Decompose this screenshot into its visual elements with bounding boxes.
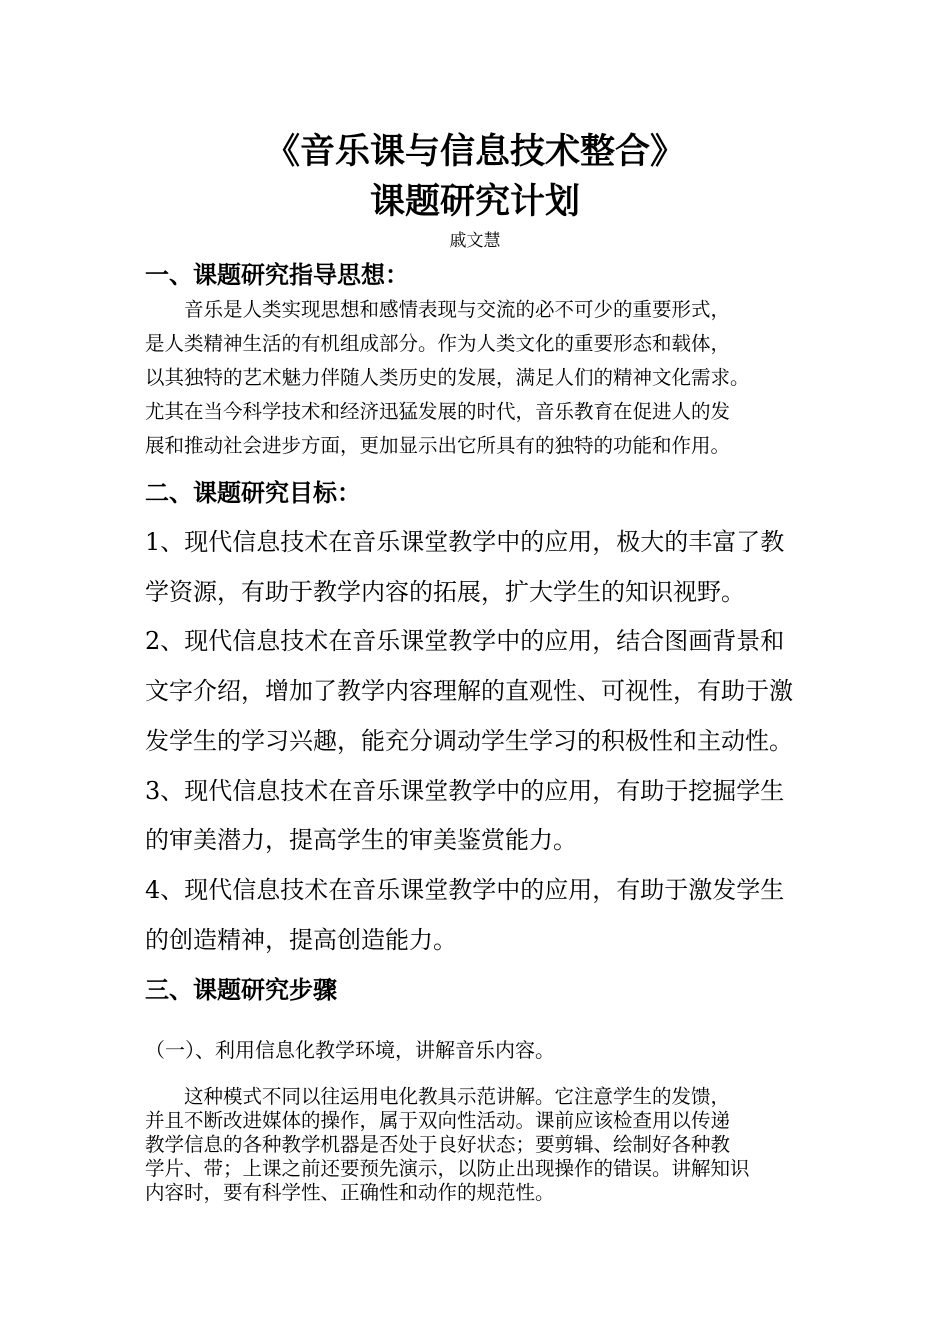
paragraph-line: 这种模式不同以往运用电化教具示范讲解。它注意学生的发馈，: [145, 1085, 731, 1108]
goal-line: 1、现代信息技术在音乐课堂教学中的应用，极大的丰富了教: [145, 528, 785, 556]
section1-paragraph: [145, 293, 825, 463]
paragraph-line: 并且不断改进媒体的操作，属于双向性活动。课前应该检查用以传递: [145, 1109, 731, 1132]
goal-line: 的审美潜力，提高学生的审美鉴赏能力。: [145, 826, 577, 854]
paragraph-line: 内容时，要有科学性、正确性和动作的规范性。: [145, 1181, 555, 1204]
paragraph-line: 是人类精神生活的有机组成部分。作为人类文化的重要形态和载体，: [145, 332, 731, 355]
document-subtitle: 课题研究计划: [369, 181, 580, 222]
paragraph-line: 学片、带；上课之前还要预先演示，以防止出现操作的错误。讲解知识: [145, 1157, 750, 1180]
paragraph-line: 教学信息的各种教学机器是否处于良好状态；要剪辑、绘制好各种教: [145, 1133, 731, 1156]
section3-heading: 三、课题研究步骤: [145, 976, 337, 1004]
goal-line: 文字介绍，增加了教学内容理解的直观性、可视性，有助于激: [145, 677, 793, 705]
paragraph-line: 音乐是人类实现思想和感情表现与交流的必不可少的重要形式，: [145, 298, 731, 321]
section3-subheading: （一）、利用信息化教学环境，讲解音乐内容。: [145, 1038, 555, 1062]
section2-heading: 二、课题研究目标：: [145, 479, 361, 507]
paragraph-line: 尤其在当今科学技术和经济迅猛发展的时代，音乐教育在促进人的发: [145, 400, 731, 423]
goal-line: 3、现代信息技术在音乐课堂教学中的应用，有助于挖掘学生: [145, 777, 785, 805]
goal-line: 发学生的学习兴趣，能充分调动学生学习的积极性和主动性。: [145, 727, 793, 755]
section1-heading: 一、课题研究指导思想：: [145, 261, 409, 289]
goal-line: 学资源，有助于教学内容的拓展，扩大学生的知识视野。: [145, 578, 745, 606]
document-title: 《音乐课与信息技术整合》: [264, 131, 685, 172]
goal-line: 4、现代信息技术在音乐课堂教学中的应用，有助于激发学生: [145, 876, 785, 904]
paragraph-line: 以其独特的艺术魅力伴随人类历史的发展，满足人们的精神文化需求。: [145, 366, 750, 389]
paragraph-line: 展和推动社会进步方面，更加显示出它所具有的独特的功能和作用。: [145, 434, 731, 457]
goal-line: 2、现代信息技术在音乐课堂教学中的应用，结合图画背景和: [145, 627, 785, 655]
author-name: 戚文慧: [449, 231, 501, 251]
section3-paragraph: [145, 1085, 825, 1205]
goal-line: 的创造精神，提高创造能力。: [145, 926, 457, 954]
